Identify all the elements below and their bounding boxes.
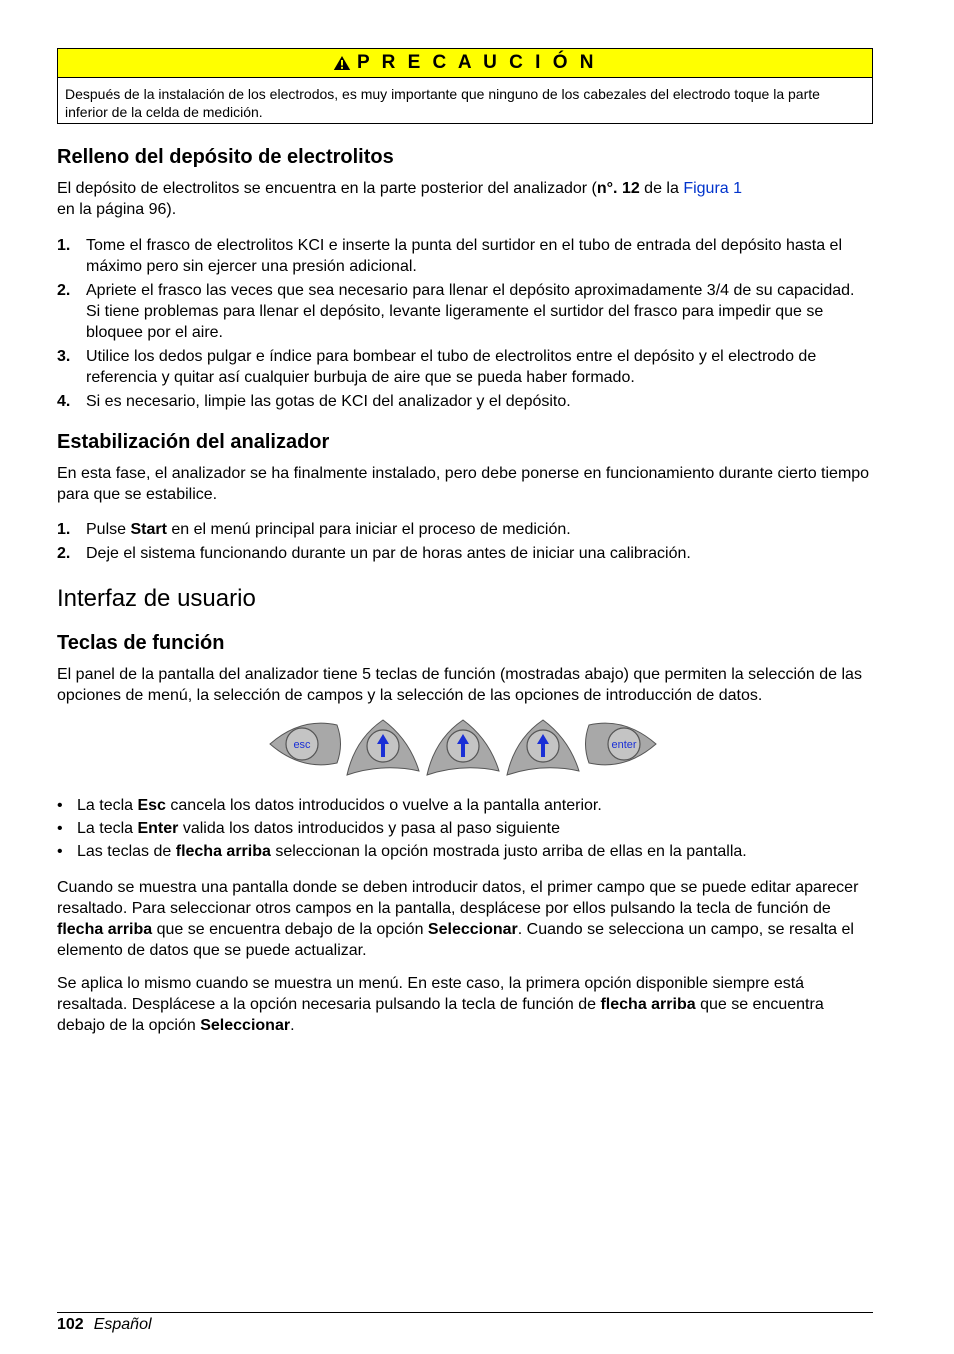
- list-item: 2. Apriete el frasco las veces que sea necesario para llenar el depósito aproximadamente 3/4 de su capacidad. Si tiene problemas para llenar el depósito, levante ligeramente el surtidor del frasco para impedir que se bloquee por el aire.: [57, 282, 855, 341]
- page-number: 102: [57, 1316, 84, 1333]
- list-item: 4. Si es necesario, limpie las gotas de KCI del analizador y el depósito.: [57, 393, 571, 410]
- caution-text: Después de la instalación de los electrodos, es muy importante que ninguno de los cabezales del electrodo toque la parte inferior de la celda de medición.: [65, 86, 820, 120]
- keys-intro: El panel de la pantalla del analizador tiene 5 teclas de función (mostradas abajo) que permiten la selección de las opciones de menú, la selección de campos y la selección de las opciones de introducción de datos.: [57, 666, 862, 704]
- document-page: [57, 48, 873, 1036]
- heading-stabilize: Estabilización del analizador: [57, 431, 330, 453]
- up-arrow-key-1[interactable]: [345, 719, 421, 777]
- up-arrow-key-3[interactable]: [505, 719, 581, 777]
- esc-key-label: esc: [293, 739, 311, 751]
- list-item: 2. Deje el sistema funcionando durante un par de horas antes de iniciar una calibración.: [57, 545, 691, 562]
- heading-user-interface: Interfaz de usuario: [57, 585, 256, 612]
- heading-function-keys: Teclas de función: [57, 632, 225, 654]
- list-item: 3. Utilice los dedos pulgar e índice para bombear el tubo de electrolitos entre el depósito y el electrodo de referencia y quitar así cualquier burbuja de aire que se pueda haber formado.: [57, 348, 817, 386]
- keys-paragraph-2: Se aplica lo mismo cuando se muestra un menú. En este caso, la primera opción disponible siempre está resaltada. Desplácese a la opción necesaria pulsando la tecla de función de flecha arriba que se encuentra debajo de la opción Seleccionar.: [57, 975, 824, 1034]
- figure-link[interactable]: Figura 1: [683, 180, 743, 197]
- caution-header: [58, 49, 872, 78]
- esc-key[interactable]: [265, 719, 341, 777]
- list-item: • Las teclas de flecha arriba seleccionan la opción mostrada justo arriba de ellas en la pantalla.: [57, 843, 747, 860]
- stabilize-steps: [57, 519, 873, 564]
- refill-steps: [57, 235, 873, 412]
- list-item: 1. Pulse Start en el menú principal para iniciar el proceso de medición.: [57, 521, 571, 538]
- function-keys-row: [53, 719, 873, 777]
- heading-refill: Relleno del depósito de electrolitos: [57, 146, 394, 168]
- warning-triangle-icon: [333, 55, 351, 71]
- caution-title: P R E C A U C I Ó N: [357, 52, 597, 73]
- stabilize-intro: En esta fase, el analizador se ha finalmente instalado, pero debe ponerse en funcionamiento durante cierto tiempo para que se estabilice.: [57, 465, 870, 503]
- list-item: • La tecla Enter valida los datos introducidos y pasa al paso siguiente: [57, 820, 560, 837]
- footer-language: Español: [93, 1316, 152, 1333]
- keys-bullets: [57, 795, 873, 862]
- keys-paragraph-1: Cuando se muestra una pantalla donde se deben introducir datos, el primer campo que se puede editar aparecer resaltado. Para seleccionar otros campos en la pantalla, desplácese por ellos pulsando la tecla de función de flecha arriba que se encuentra debajo de la opción Seleccionar. Cuando se selecciona un campo, se resalta el elemento de datos que se puede actualizar.: [57, 879, 859, 959]
- page-footer: [57, 1312, 873, 1335]
- enter-key-label: enter: [611, 739, 637, 751]
- caution-box: [57, 48, 873, 124]
- enter-key[interactable]: [585, 719, 661, 777]
- refill-intro: El depósito de electrolitos se encuentra en la parte posterior del analizador (n°. 12 de la Figura 1 en la página 96).: [57, 180, 743, 218]
- list-item: 1. Tome el frasco de electrolitos KCI e inserte la punta del surtidor en el tubo de entrada del depósito hasta el máximo pero sin ejercer una presión adicional.: [57, 237, 843, 275]
- up-arrow-key-2[interactable]: [425, 719, 501, 777]
- list-item: • La tecla Esc cancela los datos introducidos o vuelve a la pantalla anterior.: [57, 797, 602, 814]
